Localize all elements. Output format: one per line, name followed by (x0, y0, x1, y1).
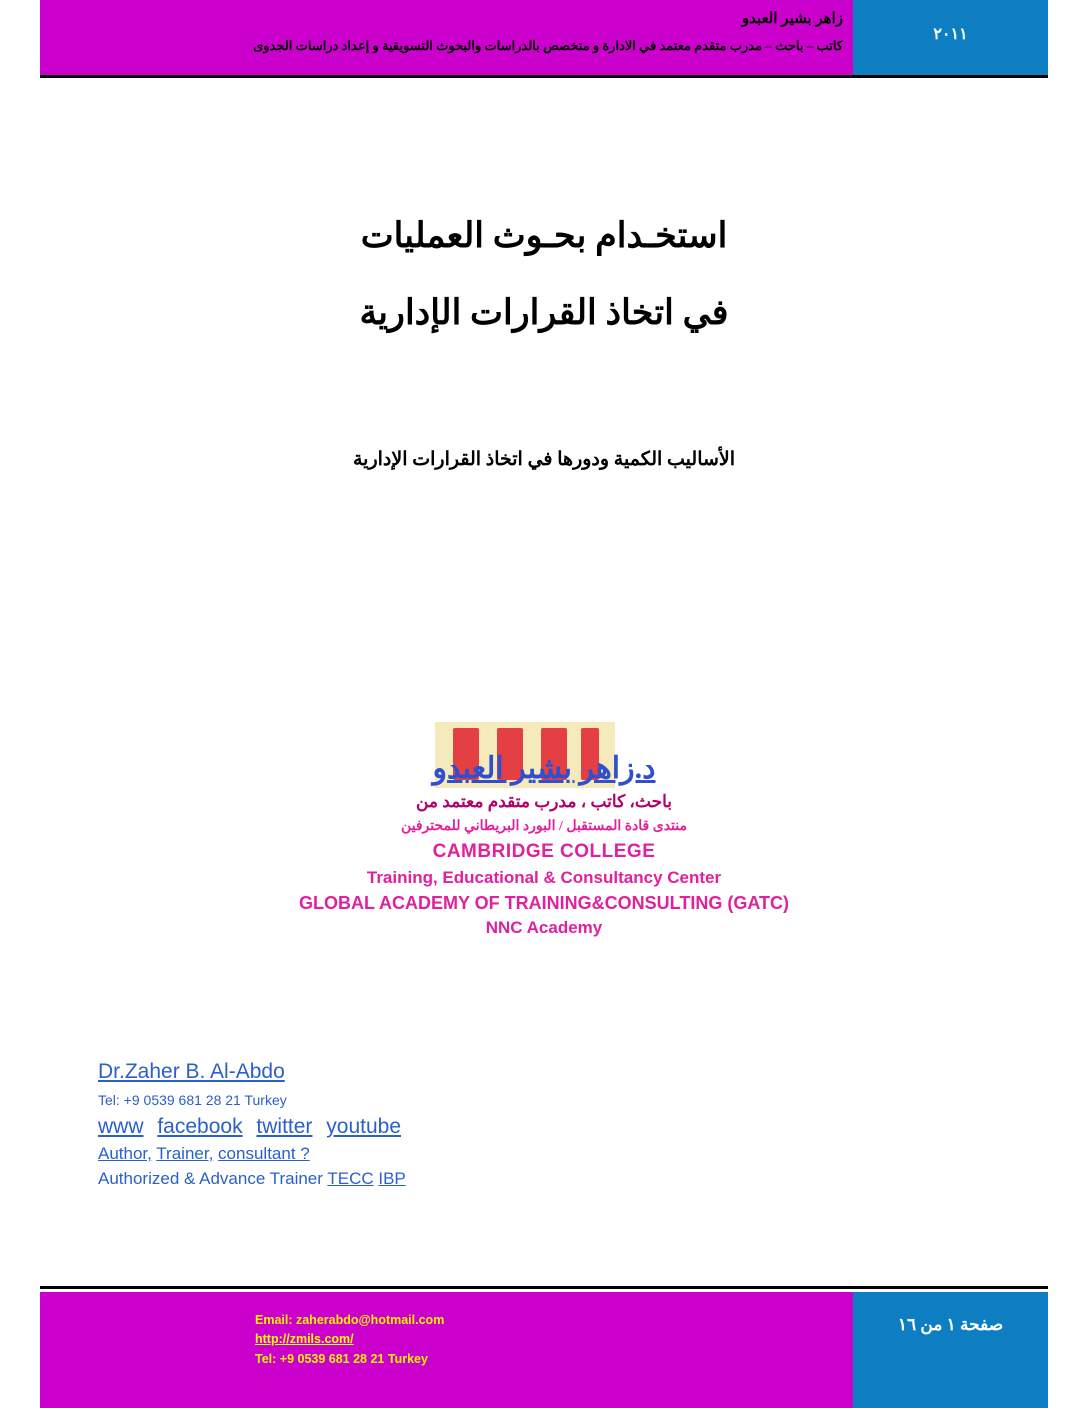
credentials-role: باحث، كاتب ، مدرب متقدم معتمد من (415, 792, 673, 811)
credentials-institutions (0, 838, 1088, 941)
footer-blue-block (853, 1292, 1048, 1408)
contact-block (98, 1060, 409, 1189)
header-author-name: زاهر بشير العبدو (741, 11, 843, 27)
contact-name: Dr.Zaher B. Al-Abdo (98, 1060, 285, 1083)
title-line-1: استخـدام بحـوث العمليات (360, 216, 728, 255)
link-twitter[interactable]: twitter (256, 1115, 313, 1138)
link-ibp[interactable]: IBP (378, 1169, 406, 1188)
footer-page-number: صفحة ١ من ١٦ (897, 1315, 1004, 1334)
title-line-2: في اتخاذ القرارات الإدارية (359, 293, 729, 332)
contact-authorized (98, 1169, 409, 1189)
footer-email[interactable]: Email: zaherabdo@hotmail.com (255, 1313, 445, 1327)
header-year: ٢٠١١ (933, 26, 968, 43)
institution-line-4: NNC Academy (485, 918, 603, 938)
page-header (40, 0, 1048, 78)
link-tecc[interactable]: TECC (327, 1169, 374, 1188)
footer-contact-info (255, 1311, 444, 1369)
role-consultant[interactable]: consultant ? (218, 1144, 310, 1163)
link-facebook[interactable]: facebook (157, 1115, 243, 1138)
link-www[interactable]: www (98, 1115, 144, 1138)
contact-social-links (98, 1115, 409, 1139)
institution-line-3: GLOBAL ACADEMY OF TRAINING&CONSULTING (GATC) (299, 893, 789, 914)
contact-roles (98, 1144, 409, 1164)
authorized-prefix: Authorized & Advance Trainer (98, 1169, 323, 1188)
document-title (0, 218, 1088, 330)
contact-tel: Tel: +9 0539 681 28 21 Turkey (98, 1092, 287, 1108)
document-subtitle: الأساليب الكمية ودورها في اتخاذ القرارات الإدارية (352, 449, 736, 470)
credentials-name: د.زاهر بشير العبدو (432, 752, 656, 785)
footer-tel: Tel: +9 0539 681 28 21 Turkey (255, 1351, 428, 1366)
institution-line-1: CAMBRIDGE COLLEGE (432, 841, 656, 862)
page-footer (40, 1286, 1048, 1408)
institution-line-2: Training, Educational & Consultancy Center (366, 867, 722, 887)
role-author[interactable]: Author, (98, 1144, 152, 1163)
header-author-subtitle: كاتب – باحث – مدرب متقدم معتمد في الادارة و متخصص بالدراسات والبحوث التسويقية و إعداد دراسات الجدوى (253, 38, 843, 53)
footer-magenta-block (40, 1292, 853, 1408)
footer-website-link[interactable]: http://zmils.com/ (255, 1332, 354, 1347)
credentials-block (0, 752, 1088, 941)
credentials-forum: منتدى قادة المستقبل / البورد البريطاني للمحترفين (400, 819, 688, 834)
link-youtube[interactable]: youtube (326, 1115, 402, 1138)
role-trainer[interactable]: Trainer, (156, 1144, 214, 1163)
